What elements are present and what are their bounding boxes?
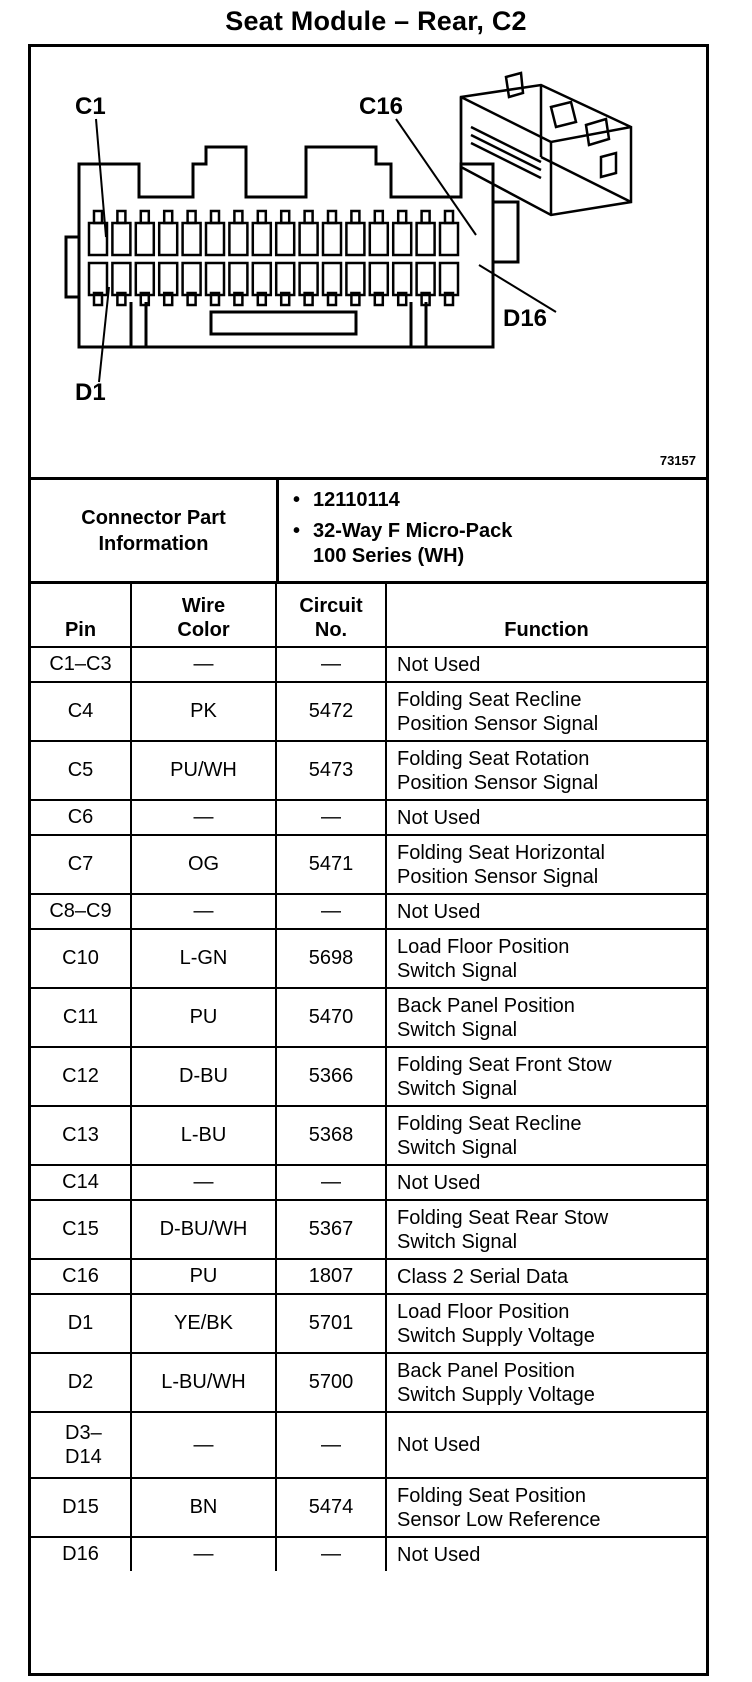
pin-label: C16 xyxy=(62,1265,99,1287)
connector-info-label-line1: Connector Part xyxy=(81,506,226,529)
latch-c3 xyxy=(141,211,149,223)
cavity-c8 xyxy=(253,223,271,255)
latch-c15 xyxy=(422,211,430,223)
label-c16: C16 xyxy=(359,93,404,120)
function-line2: Switch Supply Voltage xyxy=(397,1324,595,1347)
table-row xyxy=(31,1259,706,1294)
pin-cell xyxy=(31,1200,131,1259)
table-row xyxy=(31,1353,706,1412)
pin-cell xyxy=(31,1353,131,1412)
connector-type-line2: 100 Series (WH) xyxy=(313,545,465,567)
pin-label: C1–C3 xyxy=(49,653,112,675)
function-line2: Position Sensor Signal xyxy=(397,771,599,794)
function-line1: Back Panel Position xyxy=(397,994,575,1017)
function-line2: Switch Signal xyxy=(397,1136,518,1159)
function-cell xyxy=(386,1047,706,1106)
circuit-cell: — xyxy=(276,800,386,835)
page-title: Seat Module – Rear, C2 xyxy=(225,6,527,36)
figure-number: 73157 xyxy=(659,453,696,468)
pin-label: C13 xyxy=(62,1124,99,1146)
table-row xyxy=(31,1106,706,1165)
cavity-d7 xyxy=(229,263,247,295)
function-cell xyxy=(386,1353,706,1412)
latch-c6 xyxy=(211,211,219,223)
circuit-cell: — xyxy=(276,1537,386,1571)
circuit-cell: 1807 xyxy=(276,1259,386,1294)
wire-color-cell: BN xyxy=(131,1478,276,1537)
function-cell xyxy=(386,1294,706,1353)
pin-label: C10 xyxy=(62,947,99,969)
function-line1: Class 2 Serial Data xyxy=(397,1265,569,1288)
connector-type xyxy=(291,519,512,569)
cavity-c7 xyxy=(229,223,247,255)
cavity-c14 xyxy=(393,223,411,255)
table-row xyxy=(31,1165,706,1200)
cavity-d16 xyxy=(440,263,458,295)
circuit-cell: 5470 xyxy=(276,988,386,1047)
function-line1: Not Used xyxy=(397,806,481,829)
circuit-cell: 5473 xyxy=(276,741,386,800)
table-row xyxy=(31,1412,706,1478)
cavity-d12 xyxy=(346,263,364,295)
cavity-c13 xyxy=(370,223,388,255)
pin-label: C14 xyxy=(62,1171,99,1193)
pin-cell xyxy=(31,929,131,988)
function-cell xyxy=(386,1412,706,1478)
header-circuit xyxy=(276,584,386,647)
latch-c2 xyxy=(117,211,125,223)
header-circuit-line2: No. xyxy=(314,619,348,641)
function-cell xyxy=(386,1259,706,1294)
table-row xyxy=(31,741,706,800)
cavity-d3 xyxy=(136,263,154,295)
function-line1: Load Floor Position xyxy=(397,1300,570,1323)
cavity-d15 xyxy=(417,263,435,295)
latch-c9 xyxy=(281,211,289,223)
cavity-d13 xyxy=(370,263,388,295)
table-row xyxy=(31,894,706,929)
label-d1: D1 xyxy=(75,379,106,406)
function-cell xyxy=(386,647,706,682)
wire-color-cell: L-GN xyxy=(131,929,276,988)
cavity-c16 xyxy=(440,223,458,255)
connector-part-info xyxy=(31,480,706,584)
cavity-c4 xyxy=(159,223,177,255)
pin-label: C12 xyxy=(62,1065,99,1087)
function-line1: Not Used xyxy=(397,1543,481,1566)
circuit-cell: — xyxy=(276,1412,386,1478)
function-cell xyxy=(386,835,706,894)
cavity-c3 xyxy=(136,223,154,255)
circuit-cell: 5366 xyxy=(276,1047,386,1106)
pin-cell xyxy=(31,1294,131,1353)
header-circuit-line1: Circuit xyxy=(299,595,363,617)
cavity-c9 xyxy=(276,223,294,255)
function-line2: Position Sensor Signal xyxy=(397,712,599,735)
latch-c11 xyxy=(328,211,336,223)
latch-c12 xyxy=(351,211,359,223)
function-cell xyxy=(386,682,706,741)
wire-color-cell: — xyxy=(131,1165,276,1200)
table-row xyxy=(31,929,706,988)
cavity-d1 xyxy=(89,263,107,295)
latch-c8 xyxy=(258,211,266,223)
latch-c13 xyxy=(375,211,383,223)
latch-c5 xyxy=(188,211,196,223)
label-d16: D16 xyxy=(503,305,548,332)
function-cell xyxy=(386,1537,706,1571)
wire-color-cell: — xyxy=(131,1412,276,1478)
table-row xyxy=(31,682,706,741)
pin-label: D16 xyxy=(62,1543,99,1565)
pin-label: C8–C9 xyxy=(49,900,112,922)
pin-label: D3– xyxy=(65,1422,102,1444)
function-line1: Back Panel Position xyxy=(397,1359,575,1382)
function-line1: Folding Seat Rotation xyxy=(397,747,590,770)
pin-cell xyxy=(31,1165,131,1200)
pin-cell xyxy=(31,1478,131,1537)
circuit-cell: 5698 xyxy=(276,929,386,988)
circuit-cell: — xyxy=(276,647,386,682)
pin-cell xyxy=(31,1412,131,1478)
circuit-cell: — xyxy=(276,894,386,929)
wire-color-cell: D-BU xyxy=(131,1047,276,1106)
table-row xyxy=(31,1047,706,1106)
function-line1: Folding Seat Recline xyxy=(397,688,582,711)
pinout-table xyxy=(31,584,706,1571)
function-line1: Folding Seat Front Stow xyxy=(397,1053,612,1076)
function-cell xyxy=(386,1200,706,1259)
function-line1: Not Used xyxy=(397,1171,481,1194)
circuit-cell: 5472 xyxy=(276,682,386,741)
function-cell xyxy=(386,929,706,988)
table-row xyxy=(31,800,706,835)
function-line2: Position Sensor Signal xyxy=(397,865,599,888)
label-c1: C1 xyxy=(75,93,106,120)
wire-color-cell: PU xyxy=(131,1259,276,1294)
header-wire-color-line2: Color xyxy=(177,619,230,641)
pin-label: C15 xyxy=(62,1218,99,1240)
wire-color-cell: L-BU/WH xyxy=(131,1353,276,1412)
latch-c4 xyxy=(164,211,172,223)
latch-c14 xyxy=(398,211,406,223)
function-line1: Folding Seat Position xyxy=(397,1484,587,1507)
connector-frame xyxy=(28,44,709,1676)
circuit-cell: 5471 xyxy=(276,835,386,894)
pin-cell xyxy=(31,647,131,682)
header-wire-color-line1: Wire xyxy=(181,595,226,617)
cavity-c11 xyxy=(323,223,341,255)
cavity-c10 xyxy=(300,223,318,255)
connector-info-list xyxy=(291,488,512,569)
wire-color-cell: OG xyxy=(131,835,276,894)
function-line1: Folding Seat Rear Stow xyxy=(397,1206,609,1229)
table-row xyxy=(31,647,706,682)
latch-c7 xyxy=(234,211,242,223)
pin-cell xyxy=(31,741,131,800)
wire-color-cell: — xyxy=(131,800,276,835)
cavity-d4 xyxy=(159,263,177,295)
function-line2: Switch Signal xyxy=(397,1018,518,1041)
pin-cell xyxy=(31,800,131,835)
wire-color-cell: PU xyxy=(131,988,276,1047)
circuit-cell: — xyxy=(276,1165,386,1200)
cavity-c12 xyxy=(346,223,364,255)
wire-color-cell: — xyxy=(131,1537,276,1571)
latch-c1 xyxy=(94,211,102,223)
wire-color-cell: PK xyxy=(131,682,276,741)
cavity-d10 xyxy=(300,263,318,295)
latch-c16 xyxy=(445,211,453,223)
cavity-c2 xyxy=(112,223,130,255)
pin-cell xyxy=(31,1259,131,1294)
pin-cell xyxy=(31,894,131,929)
pin-label: C5 xyxy=(67,759,94,781)
wire-color-cell: YE/BK xyxy=(131,1294,276,1353)
wire-color-cell: D-BU/WH xyxy=(131,1200,276,1259)
pin-label: C7 xyxy=(67,853,94,875)
function-line1: Not Used xyxy=(397,653,481,676)
function-line1: Folding Seat Recline xyxy=(397,1112,582,1135)
circuit-cell: 5700 xyxy=(276,1353,386,1412)
function-cell xyxy=(386,894,706,929)
function-cell xyxy=(386,1106,706,1165)
pin-label: D15 xyxy=(62,1496,99,1518)
wire-color-cell: PU/WH xyxy=(131,741,276,800)
function-line1: Load Floor Position xyxy=(397,935,570,958)
pin-label-line2: D14 xyxy=(65,1446,102,1468)
connector-diagram xyxy=(31,47,706,480)
circuit-cell: 5367 xyxy=(276,1200,386,1259)
pin-cell xyxy=(31,1047,131,1106)
table-row xyxy=(31,988,706,1047)
connector-type-line1: 32-Way F Micro-Pack xyxy=(313,520,513,542)
part-number: • 12110114 xyxy=(291,488,512,513)
function-cell xyxy=(386,800,706,835)
header-function: Function xyxy=(386,584,706,647)
cavity-d8 xyxy=(253,263,271,295)
function-line1: Folding Seat Horizontal xyxy=(397,841,605,864)
cavity-d11 xyxy=(323,263,341,295)
function-line2: Switch Signal xyxy=(397,1077,518,1100)
function-line1: Not Used xyxy=(397,900,481,923)
circuit-cell: 5701 xyxy=(276,1294,386,1353)
latch-c10 xyxy=(305,211,313,223)
cavity-c5 xyxy=(183,223,201,255)
cavity-d5 xyxy=(183,263,201,295)
wire-color-cell: L-BU xyxy=(131,1106,276,1165)
header-wire-color xyxy=(131,584,276,647)
table-header-row xyxy=(31,584,706,647)
table-row xyxy=(31,1200,706,1259)
table-row xyxy=(31,1478,706,1537)
pin-label: D2 xyxy=(67,1371,94,1393)
cavity-d2 xyxy=(112,263,130,295)
connector-info-label xyxy=(31,480,279,581)
wire-color-cell: — xyxy=(131,894,276,929)
pin-cell xyxy=(31,835,131,894)
circuit-cell: 5474 xyxy=(276,1478,386,1537)
cavity-c15 xyxy=(417,223,435,255)
function-cell xyxy=(386,1165,706,1200)
function-line2: Sensor Low Reference xyxy=(397,1508,601,1531)
pin-cell xyxy=(31,988,131,1047)
cavity-d9 xyxy=(276,263,294,295)
table-row xyxy=(31,835,706,894)
wire-color-cell: — xyxy=(131,647,276,682)
function-line2: Switch Supply Voltage xyxy=(397,1383,595,1406)
circuit-cell: 5368 xyxy=(276,1106,386,1165)
connector-info-label-line2: Information xyxy=(98,532,209,555)
cavity-d14 xyxy=(393,263,411,295)
table-row xyxy=(31,1294,706,1353)
pin-label: D1 xyxy=(67,1312,94,1334)
pin-label: C4 xyxy=(67,700,94,722)
function-line1: Not Used xyxy=(397,1434,481,1456)
function-cell xyxy=(386,741,706,800)
table-row xyxy=(31,1537,706,1571)
pin-cell xyxy=(31,1537,131,1571)
cavity-d6 xyxy=(206,263,224,295)
pin-label: C11 xyxy=(62,1006,99,1028)
cavity-c6 xyxy=(206,223,224,255)
function-cell xyxy=(386,988,706,1047)
header-pin: Pin xyxy=(31,584,131,647)
pin-cell xyxy=(31,1106,131,1165)
function-line2: Switch Signal xyxy=(397,1230,518,1253)
pin-label: C6 xyxy=(67,806,94,828)
function-cell xyxy=(386,1478,706,1537)
pin-cell xyxy=(31,682,131,741)
function-line2: Switch Signal xyxy=(397,959,518,982)
